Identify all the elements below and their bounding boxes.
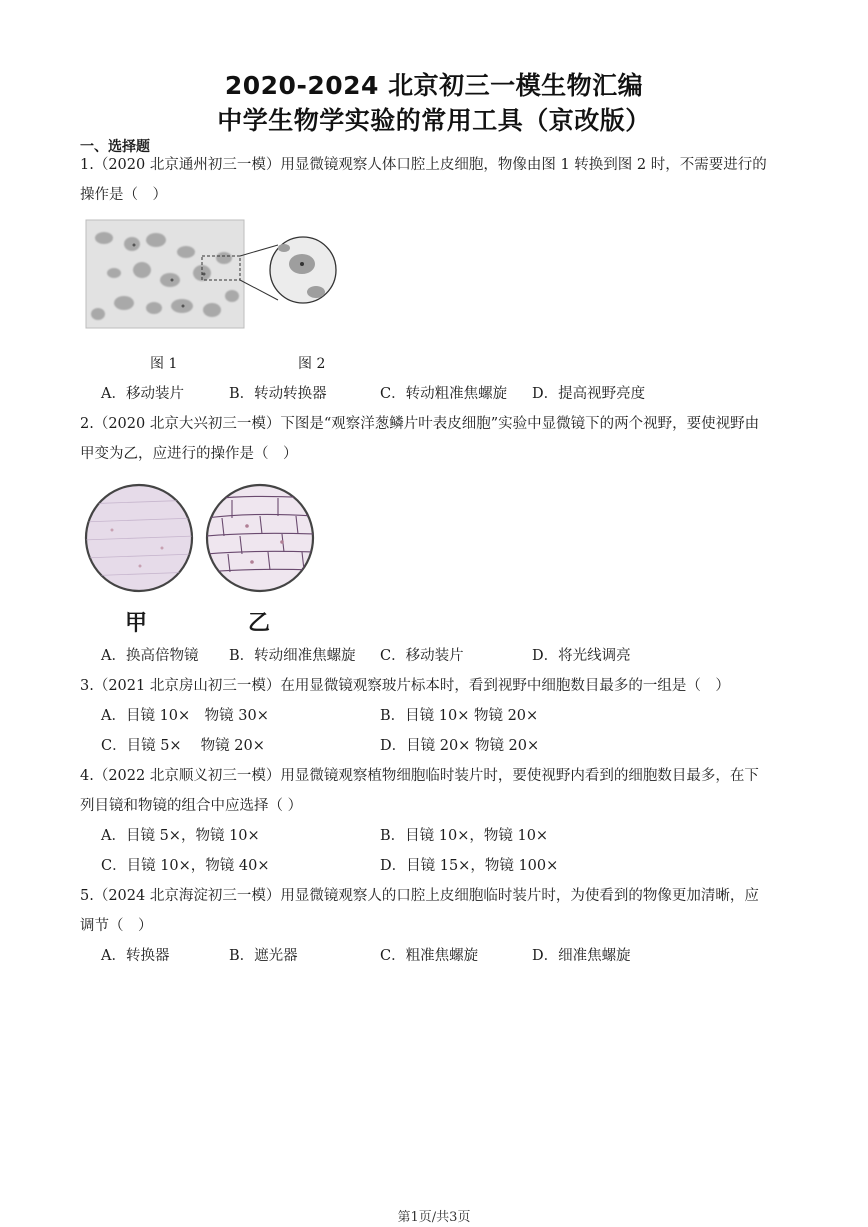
q2-text-line2: 甲变为乙，应进行的操作是（ ） (80, 446, 298, 462)
q3-text-line1: 3.（2021 北京房山初三一模）在用显微镜观察玻片标本时，看到视野中细胞数目最多的一组是（ ） (80, 678, 730, 694)
q4-text-line2: 列目镜和物镜的组合中应选择（ ） (80, 798, 303, 814)
doc-title-line1: 2020-2024 北京初三一模生物汇编 (224, 71, 644, 100)
q5-option-a: A．转换器 (101, 948, 170, 964)
q2-option-b: B．转动细准焦螺旋 (229, 648, 356, 664)
q2-text-line1: 2.（2020 北京大兴初三一模）下图是“观察洋葱鳞片叶表皮细胞”实验中显微镜下的两个视野，要使视野由 (80, 416, 760, 432)
q4-option-a: A．目镜 5×，物镜 10× (101, 828, 260, 844)
q2-figure-yi-caption: 乙 (248, 611, 271, 636)
q1-option-a: A．移动装片 (101, 386, 184, 402)
q5-text-line2: 调节（ ） (80, 918, 153, 934)
q5-option-b: B．遮光器 (229, 948, 298, 964)
q1-text-line1: 1.（2020 北京通州初三一模）用显微镜观察人体口腔上皮细胞，物像由图 1 转换到图 2 时，不需要进行的 (80, 157, 767, 173)
q2-option-a: A．换高倍物镜 (101, 648, 199, 664)
q4-option-c: C．目镜 10×，物镜 40× (101, 858, 270, 874)
q3-option-b: B．目镜 10× 物镜 20× (380, 708, 539, 724)
q3-option-a: A．目镜 10× 物镜 30× (101, 708, 269, 724)
doc-title-line2: 中学生物学实验的常用工具（京改版） (217, 106, 651, 135)
q1-figure2-caption: 图 2 (298, 356, 326, 372)
q1-option-c: C．转动粗准焦螺旋 (380, 386, 508, 402)
page-footer: 第1页/共3页 (397, 1210, 471, 1225)
q2-option-d: D．将光线调亮 (532, 648, 631, 664)
q5-text-line1: 5.（2024 北京海淀初三一模）用显微镜观察人的口腔上皮细胞临时装片时，为使看到的物像更加清晰，应 (80, 888, 759, 904)
q1-micrograph-figure (84, 218, 344, 333)
q4-option-d: D．目镜 15×，物镜 100× (380, 858, 559, 874)
q4-text-line1: 4.（2022 北京顺义初三一模）用显微镜观察植物细胞临时装片时，要使视野内看到的细胞数目最多，在下 (80, 768, 759, 784)
q1-option-b: B．转动转换器 (229, 386, 327, 402)
q1-figure1-caption: 图 1 (150, 356, 178, 372)
q5-option-c: C．粗准焦螺旋 (380, 948, 479, 964)
section-heading: 一、选择题 (80, 139, 150, 155)
q2-option-c: C．移动装片 (380, 648, 464, 664)
q4-option-b: B．目镜 10×，物镜 10× (380, 828, 549, 844)
q1-text-line2: 操作是（ ） (80, 187, 167, 203)
q2-figure-jia-caption: 甲 (125, 611, 148, 636)
q1-option-d: D．提高视野亮度 (532, 386, 646, 402)
q5-option-d: D．细准焦螺旋 (532, 948, 631, 964)
q3-option-c: C．目镜 5× 物镜 20× (101, 738, 265, 754)
q2-onion-cell-figure (82, 482, 322, 594)
q3-option-d: D．目镜 20× 物镜 20× (380, 738, 540, 754)
